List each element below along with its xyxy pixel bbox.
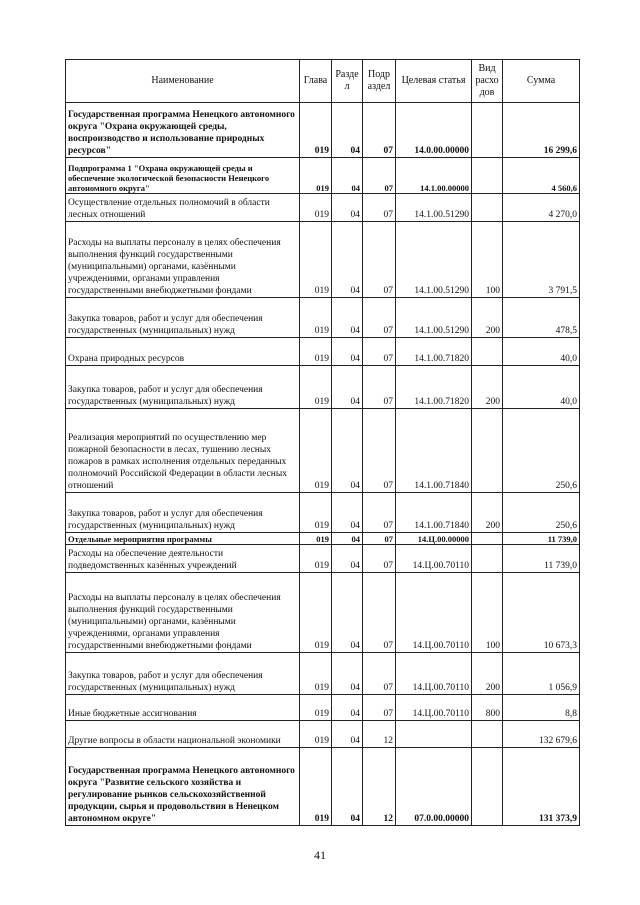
row-sum: 11 739,0 bbox=[503, 545, 580, 573]
row-podrazdel: 07 bbox=[363, 545, 396, 573]
header-target: Целевая статья bbox=[396, 60, 472, 103]
budget-table bbox=[65, 59, 580, 826]
row-name: Осуществление отдельных полномочий в области лесных отношений bbox=[66, 194, 300, 222]
row-sum: 4 560,6 bbox=[503, 158, 580, 194]
row-target: 14.1.00.51290 bbox=[396, 298, 472, 338]
row-glava: 019 bbox=[300, 721, 332, 748]
row-sum: 3 791,5 bbox=[503, 222, 580, 298]
row-razdel: 04 bbox=[332, 222, 363, 298]
row-vid: 200 bbox=[472, 493, 503, 533]
row-glava: 019 bbox=[300, 298, 332, 338]
row-glava: 019 bbox=[300, 103, 332, 158]
row-vid bbox=[472, 158, 503, 194]
row-razdel: 04 bbox=[332, 573, 363, 653]
row-razdel: 04 bbox=[332, 721, 363, 748]
table-row bbox=[66, 298, 580, 338]
row-podrazdel: 07 bbox=[363, 338, 396, 366]
row-podrazdel: 07 bbox=[363, 493, 396, 533]
row-glava: 019 bbox=[300, 222, 332, 298]
table-row bbox=[66, 194, 580, 222]
row-podrazdel: 07 bbox=[363, 158, 396, 194]
row-sum: 40,0 bbox=[503, 338, 580, 366]
row-name: Расходы на выплаты персоналу в целях обеспечения выполнения функций государственными (муниципальными) органами, казёнными учреждениями, органами управления государственными внебюджетными фондами bbox=[66, 573, 300, 653]
header-name: Наименование bbox=[66, 60, 300, 103]
row-razdel: 04 bbox=[332, 695, 363, 721]
row-name: Закупка товаров, работ и услуг для обеспечения государственных (муниципальных) нужд bbox=[66, 653, 300, 695]
row-sum: 1 056,9 bbox=[503, 653, 580, 695]
table-row bbox=[66, 338, 580, 366]
row-vid bbox=[472, 194, 503, 222]
row-vid bbox=[472, 545, 503, 573]
row-razdel: 04 bbox=[332, 545, 363, 573]
row-name: Отдельные мероприятия программы bbox=[66, 533, 300, 545]
row-razdel: 04 bbox=[332, 653, 363, 695]
row-vid: 200 bbox=[472, 298, 503, 338]
header-sum: Сумма bbox=[503, 60, 580, 103]
row-podrazdel: 07 bbox=[363, 103, 396, 158]
row-glava: 019 bbox=[300, 653, 332, 695]
row-podrazdel: 07 bbox=[363, 653, 396, 695]
row-name: Охрана природных ресурсов bbox=[66, 338, 300, 366]
row-glava: 019 bbox=[300, 573, 332, 653]
table-row bbox=[66, 158, 580, 194]
row-glava: 019 bbox=[300, 158, 332, 194]
row-podrazdel: 12 bbox=[363, 748, 396, 826]
table-row bbox=[66, 409, 580, 493]
row-razdel: 04 bbox=[332, 338, 363, 366]
row-target: 14.1.00.71840 bbox=[396, 409, 472, 493]
row-vid bbox=[472, 338, 503, 366]
table-row bbox=[66, 748, 580, 826]
row-vid: 100 bbox=[472, 573, 503, 653]
row-name: Реализация мероприятий по осуществлению мер пожарной безопасности в лесах, тушению лесных пожаров в рамках исполнения отдельных переданных полномочий Российской Федерации в области лесных отношений bbox=[66, 409, 300, 493]
row-name: Другие вопросы в области национальной экономики bbox=[66, 721, 300, 748]
row-razdel: 04 bbox=[332, 194, 363, 222]
row-vid: 200 bbox=[472, 653, 503, 695]
row-podrazdel: 07 bbox=[363, 695, 396, 721]
row-name: Подпрограмма 1 "Охрана окружающей среды и обеспечение экологической безопасности Ненецкого автономного округа" bbox=[66, 158, 300, 194]
row-razdel: 04 bbox=[332, 298, 363, 338]
row-razdel: 04 bbox=[332, 533, 363, 545]
table-row bbox=[66, 721, 580, 748]
row-vid bbox=[472, 103, 503, 158]
row-glava: 019 bbox=[300, 366, 332, 409]
row-razdel: 04 bbox=[332, 493, 363, 533]
row-name: Закупка товаров, работ и услуг для обеспечения государственных (муниципальных) нужд bbox=[66, 298, 300, 338]
row-target: 14.Ц.00.70110 bbox=[396, 695, 472, 721]
row-name: Расходы на обеспечение деятельности подведомственных казённых учреждений bbox=[66, 545, 300, 573]
row-podrazdel: 07 bbox=[363, 298, 396, 338]
row-sum: 250,6 bbox=[503, 409, 580, 493]
row-vid bbox=[472, 409, 503, 493]
page-number: 41 bbox=[314, 848, 326, 862]
row-name: Иные бюджетные ассигнования bbox=[66, 695, 300, 721]
row-vid bbox=[472, 533, 503, 545]
table-row bbox=[66, 695, 580, 721]
row-razdel: 04 bbox=[332, 409, 363, 493]
row-razdel: 04 bbox=[332, 748, 363, 826]
row-glava: 019 bbox=[300, 409, 332, 493]
row-razdel: 04 bbox=[332, 366, 363, 409]
row-razdel: 04 bbox=[332, 103, 363, 158]
row-glava: 019 bbox=[300, 533, 332, 545]
row-target: 14.Ц.00.70110 bbox=[396, 545, 472, 573]
row-target: 07.0.00.00000 bbox=[396, 748, 472, 826]
row-vid bbox=[472, 748, 503, 826]
row-sum: 131 373,9 bbox=[503, 748, 580, 826]
table-row bbox=[66, 103, 580, 158]
row-target: 14.Ц.00.70110 bbox=[396, 573, 472, 653]
row-name: Государственная программа Ненецкого автономного округа "Развитие сельского хозяйства и регулирование рынков сельскохозяйственной продукции, сырья и продовольствия в Ненецком автономном округе" bbox=[66, 748, 300, 826]
row-target: 14.0.00.00000 bbox=[396, 103, 472, 158]
row-glava: 019 bbox=[300, 748, 332, 826]
row-target: 14.Ц.00.00000 bbox=[396, 533, 472, 545]
row-podrazdel: 12 bbox=[363, 721, 396, 748]
row-podrazdel: 07 bbox=[363, 533, 396, 545]
row-vid bbox=[472, 721, 503, 748]
row-target: 14.1.00.51290 bbox=[396, 222, 472, 298]
table-row bbox=[66, 573, 580, 653]
row-podrazdel: 07 bbox=[363, 573, 396, 653]
row-vid: 800 bbox=[472, 695, 503, 721]
header-podrazdel: Подр аздел bbox=[363, 60, 396, 103]
row-glava: 019 bbox=[300, 545, 332, 573]
row-sum: 478,5 bbox=[503, 298, 580, 338]
row-podrazdel: 07 bbox=[363, 366, 396, 409]
row-sum: 11 739,0 bbox=[503, 533, 580, 545]
row-name: Закупка товаров, работ и услуг для обеспечения государственных (муниципальных) нужд bbox=[66, 493, 300, 533]
table-row bbox=[66, 653, 580, 695]
row-sum: 250,6 bbox=[503, 493, 580, 533]
row-sum: 4 270,0 bbox=[503, 194, 580, 222]
row-target: 14.1.00.71840 bbox=[396, 493, 472, 533]
row-target: 14.Ц.00.70110 bbox=[396, 653, 472, 695]
row-glava: 019 bbox=[300, 695, 332, 721]
row-sum: 8,8 bbox=[503, 695, 580, 721]
row-glava: 019 bbox=[300, 493, 332, 533]
row-glava: 019 bbox=[300, 338, 332, 366]
table-row bbox=[66, 533, 580, 545]
row-name: Закупка товаров, работ и услуг для обеспечения государственных (муниципальных) нужд bbox=[66, 366, 300, 409]
row-sum: 16 299,6 bbox=[503, 103, 580, 158]
header-glava: Глава bbox=[300, 60, 332, 103]
row-razdel: 04 bbox=[332, 158, 363, 194]
row-name: Государственная программа Ненецкого автономного округа "Охрана окружающей среды, воспроизводство и использование природных ресурсов" bbox=[66, 103, 300, 158]
row-glava: 019 bbox=[300, 194, 332, 222]
row-sum: 40,0 bbox=[503, 366, 580, 409]
row-target: 14.1.00.71820 bbox=[396, 338, 472, 366]
row-target: 14.1.00.71820 bbox=[396, 366, 472, 409]
row-sum: 132 679,6 bbox=[503, 721, 580, 748]
row-vid: 100 bbox=[472, 222, 503, 298]
header-row bbox=[66, 60, 580, 103]
row-vid: 200 bbox=[472, 366, 503, 409]
row-podrazdel: 07 bbox=[363, 194, 396, 222]
row-podrazdel: 07 bbox=[363, 409, 396, 493]
table-row bbox=[66, 493, 580, 533]
table-row bbox=[66, 222, 580, 298]
row-target: 14.1.00.51290 bbox=[396, 194, 472, 222]
row-target bbox=[396, 721, 472, 748]
header-vid: Вид расхо дов bbox=[472, 60, 503, 103]
row-target: 14.1.00.00000 bbox=[396, 158, 472, 194]
table-row bbox=[66, 545, 580, 573]
row-sum: 10 673,3 bbox=[503, 573, 580, 653]
row-podrazdel: 07 bbox=[363, 222, 396, 298]
table-row bbox=[66, 366, 580, 409]
row-name: Расходы на выплаты персоналу в целях обеспечения выполнения функций государственными (муниципальными) органами, казёнными учреждениями, органами управления государственными внебюджетными фондами bbox=[66, 222, 300, 298]
header-razdel: Разде л bbox=[332, 60, 363, 103]
